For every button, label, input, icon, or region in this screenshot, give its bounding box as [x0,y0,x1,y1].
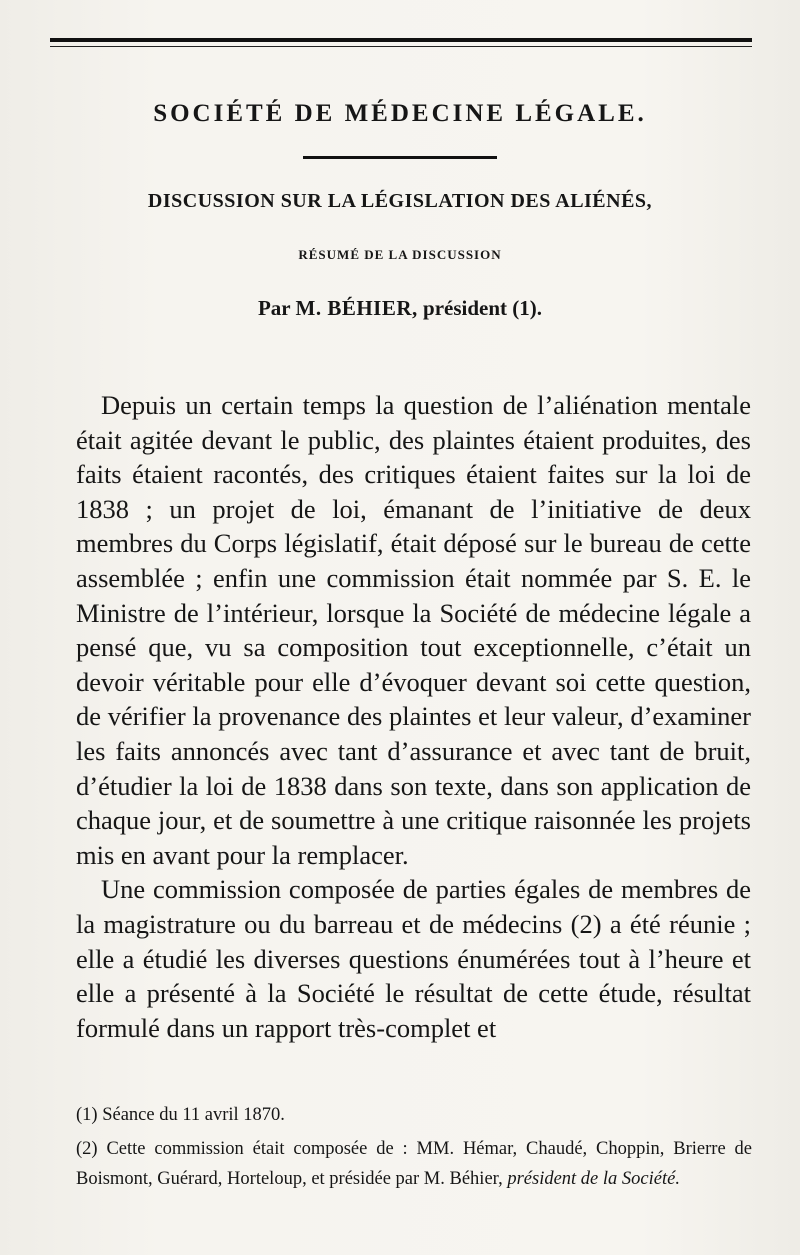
footnote-2-italic: président de la Société. [507,1169,680,1189]
header-rule-thick [50,38,752,42]
author-prefix: Par [257,296,291,320]
header-rule-thin [50,46,752,47]
article-subheading: RÉSUMÉ DE LA DISCUSSION [298,247,502,262]
footnotes [76,1100,752,1194]
author-role: président [423,296,508,320]
paragraph-2: Une commission composée de parties égales de membres de la magistrature ou du barreau et de médecins (2) a été réunie ; elle a étudié les diverses questions énumérées tout à l’heure et elle a présenté à la Société le résultat de cette étude, résultat formulé dans un rapport très-complet et [76,874,751,1043]
body-text [76,388,751,1045]
author-name: M. BÉHIER, [295,296,418,320]
author-line [0,296,800,321]
title-divider [303,156,497,159]
article-heading: DISCUSSION SUR LA LÉGISLATION DES ALIÉNÉS, [147,190,653,212]
footnote-2 [76,1134,752,1194]
page-title: SOCIÉTÉ DE MÉDECINE LÉGALE. [153,100,647,127]
footnote-2-text: (2) Cette commission était composée de : MM. Hémar, Chaudé, Choppin, Brierre de Boismont, Guérard, Horteloup, et présidée par M. Béhier, [76,1139,752,1189]
author-footnote-ref: (1). [512,296,543,320]
paragraph-1: Depuis un certain temps la question de l’aliénation mentale était agitée devant le public, des plaintes étaient produites, des faits étaient racontés, des critiques étaient faites sur la loi de 1838 ; un projet de loi, émanant de l’initiative de deux membres du Corps législatif, était déposé sur le bureau de cette assemblée ; enfin une commission était nommée par S. E. le Ministre de l’intérieur, lorsque la Société de médecine légale a pensé que, vu sa composition tout exceptionnelle, c’était un devoir véritable pour elle d’évoquer devant soi cette question, de vérifier la provenance des plaintes et leur valeur, d’examiner les faits annoncés avec tant d’assurance et avec tant de bruit, d’étudier la loi de 1838 dans son texte, dans son application de chaque jour, et de soumettre à une critique raisonnée les projets mis en avant pour la remplacer. [76,390,751,870]
footnote-1: (1) Séance du 11 avril 1870. [76,1105,285,1125]
